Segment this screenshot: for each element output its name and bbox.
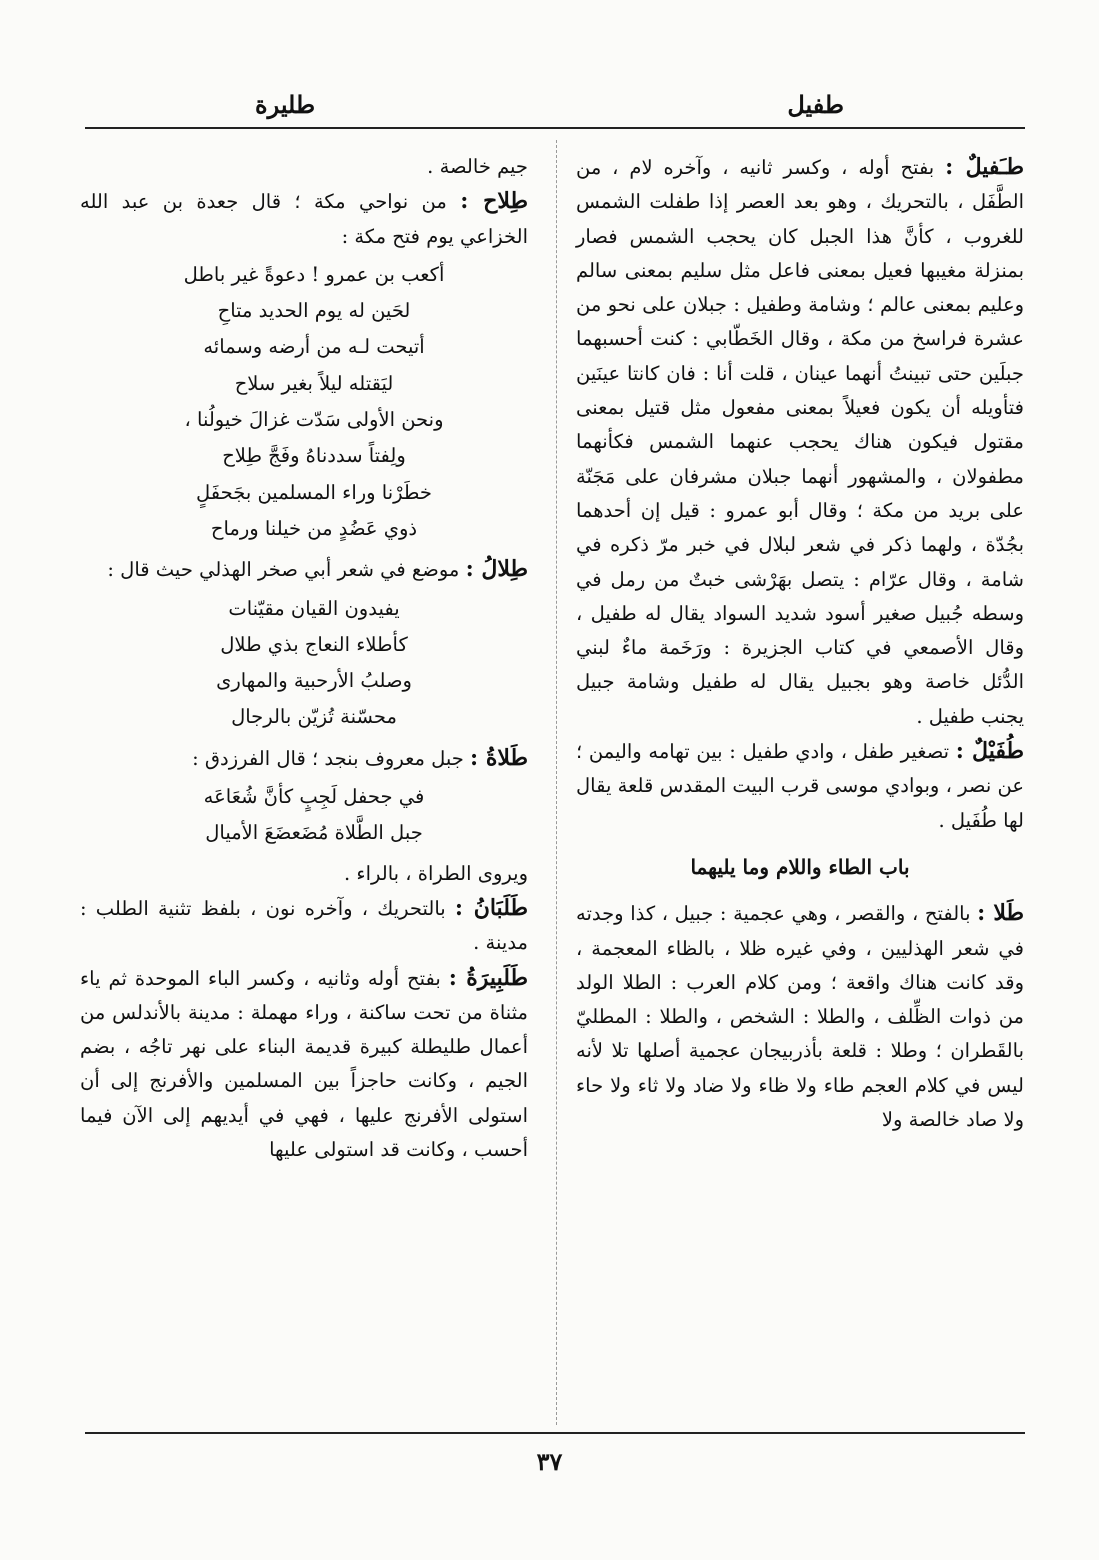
poem-block [80, 780, 528, 851]
verse-line [80, 258, 528, 292]
entry-tufail [576, 150, 1024, 734]
continuation-text: جيم خالصة . [427, 155, 528, 178]
entry-talaban [80, 891, 528, 961]
verse-text: ولِفتاً سددناهُ وفَجَّ طِلاح [222, 444, 406, 468]
verse-text: أتيحت لـه من أرضه وسمائه [203, 335, 425, 359]
entry-tilal [80, 552, 528, 587]
verse-line [80, 330, 528, 364]
headword: طَلَبِيرَةُ : [448, 964, 528, 991]
poem-block [80, 258, 528, 546]
entry-text: بالفتح ، والقصر ، وهي عجمية : جبيل ، كذا وجدته في شعر الهذليين ، وفي غيره ظلا ، بالظاء المعجمة ، وقد كانت هناك واقعة ؛ ومن كلام العرب : الطلا الولد من ذوات الظِّلف ، والطلا : الشخص ، والطلا : المطليّ بالقَطران ؛ وطلا : قلعة بأذربيجان عجمية أصلها تلا لأنه ليس في كلام العجم طاء ولا ظاء ولا ضاد ولا ثاء ولا حاء ولا صاد خالصة ولا [576, 902, 1024, 1132]
headword: طَلاةُ : [470, 744, 528, 771]
verse-line [80, 816, 528, 850]
running-head-left: طليرة [255, 90, 316, 119]
verse-line [80, 592, 528, 626]
poem-block [80, 592, 528, 735]
running-head-right: طفيل [787, 90, 844, 119]
verse-text: في جحفل لَجِبٍ كأنَّ شُعَاعَه [203, 785, 425, 809]
headword: طَلَبَانُ : [454, 894, 528, 921]
verse-line [80, 664, 528, 698]
header-rule [85, 127, 1025, 129]
verse-text: جبل الطَّلاة مُضَعضَعَ الأميال [205, 821, 423, 845]
entry-text: تصغير طفل ، وادي طفيل : بين تهامه واليمن ؛ عن نصر ، وبوادي موسى قرب البيت المقدس قلعة يقال لها طُفَيل . [576, 740, 1024, 832]
verse-line [80, 628, 528, 662]
verse-line [80, 476, 528, 510]
entry-text: جبل معروف بنجد ؛ قال الفرزدق : [192, 746, 464, 770]
verse-text: لحَين له يوم الحديد متاحِ [217, 299, 411, 323]
verse-line [80, 700, 528, 734]
entry-text: موضع في شعر أبي صخر الهذلي حيث قال : [107, 558, 460, 582]
entry-text: بفتح أوله وثانيه ، وكسر الباء الموحدة ثم ياء مثناة من تحت ساكنة ، وراء مهملة : مدينة بالأندلس من أعمال طليطلة كبيرة قديمة البناء على نهر تاجُه ، بضم الجيم ، وكانت حاجزاً بين المسلمين والأفرنج إلى أن استولى الأفرنج عليها ، فهي في أيديهم إلى الآن فيما أحسب ، وكانت قد استولى عليها [80, 966, 528, 1162]
verse-line [80, 439, 528, 473]
verse-text: ونحن الأولى سَدّت غزالَ خيولُنا ، [184, 408, 444, 432]
verse-text: ليَقتله ليلاً بغير سلاح [234, 371, 394, 395]
verse-text: ذوي عَضُدٍ من خيلنا ورماح [210, 516, 418, 540]
entry-tufayl [576, 734, 1024, 838]
footer-rule [85, 1432, 1025, 1434]
section-title: باب الطاء واللام وما يليهما [690, 854, 910, 879]
verse-text: وصلبُ الأرحبية والمهارى [216, 669, 412, 693]
headword: طُفَيْلٌ : [955, 738, 1024, 765]
entry-tilah [80, 184, 528, 254]
entry-text: بالتحريك ، وآخره نون ، بلفظ تثنية الطلب : مدينة . [80, 896, 528, 955]
verse-text: أكعب بن عمرو ! دعوةً غير باطل [183, 262, 445, 286]
column-divider [556, 140, 557, 1425]
left-column [80, 150, 528, 1167]
verse-text: يفيدون القيان مقيّنات [228, 596, 400, 620]
right-column [576, 150, 1024, 1137]
verse-line [80, 780, 528, 814]
entry-tala [576, 896, 1024, 1137]
entry-text: من نواحي مكة ؛ قال جعدة بن عبد الله الخزاعي يوم فتح مكة : [80, 190, 528, 248]
headword: طِلاح : [460, 188, 528, 215]
entry-text: بفتح أوله ، وكسر ثانيه ، وآخره لام ، من الطَّفَل ، بالتحريك ، وهو بعد العصر إذا طفلت الشمس للغروب ، كأنَّ هذا الجبل كان يحجب الشمس فصار بمنزلة مغيبها فعيل بمعنى فاعل مثل سليم بمعنى سالم وعليم بمعنى عالم ؛ وشامة وطفيل : جبلان على نحو من عشرة فراسخ من مكة ، وقال الخَطّابي : كنت أحسبهما جبلَين حتى تبينتُ أنهما عينان ، قلت أنا : فان كانتا عينَين فتأويله أن يكون فعيلاً بمعنى مفعول مثل قتيل بمعنى مقتول فيكون هناك يحجب عنهما الشمس فكأنهما مطفولان ، والمشهور أنهما جبلان مشرفان على مَجَنّة على بريد من مكة ؛ وقال أبو عمرو : قيل إن أحدهما بجُدّة ، ولهما ذكر في شعر لبلال في خبر مرّ ذكره في شامة ، وقال عرّام : يتصل بهَرْشى خبتٌ من رمل في وسطه جُبيل صغير أسود شديد السواد يقال له طفيل ، وقال الأصمعي في كتاب الجزيرة : ورَخَمة ماءٌ لبني الدُّئل خاصة وهو بجبيل يقال له طفيل وشامة جبيل يجنب طفيل . [576, 156, 1024, 728]
verse-text: خطَرْنا وراء المسلمين بجَحفَلٍ [196, 480, 432, 504]
entry-talah [80, 741, 528, 776]
entry-talabira [80, 961, 528, 1168]
variant-reading: ويروى الطراة ، بالراء . [344, 861, 528, 885]
verse-line [80, 512, 528, 546]
verse-line [80, 367, 528, 401]
verse-line [80, 294, 528, 328]
headword: طَلا : [977, 900, 1024, 927]
verse-line [80, 403, 528, 437]
verse-text: محسّنة تُزيّن بالرجال [231, 705, 397, 729]
headword: طـَفيلٌ : [945, 154, 1025, 180]
page-header [0, 80, 1099, 120]
page-number: ٣٧ [536, 1447, 563, 1476]
verse-text: كأطلاء النعاج بذي طلال [220, 632, 408, 656]
headword: طِلالُ : [465, 556, 528, 583]
